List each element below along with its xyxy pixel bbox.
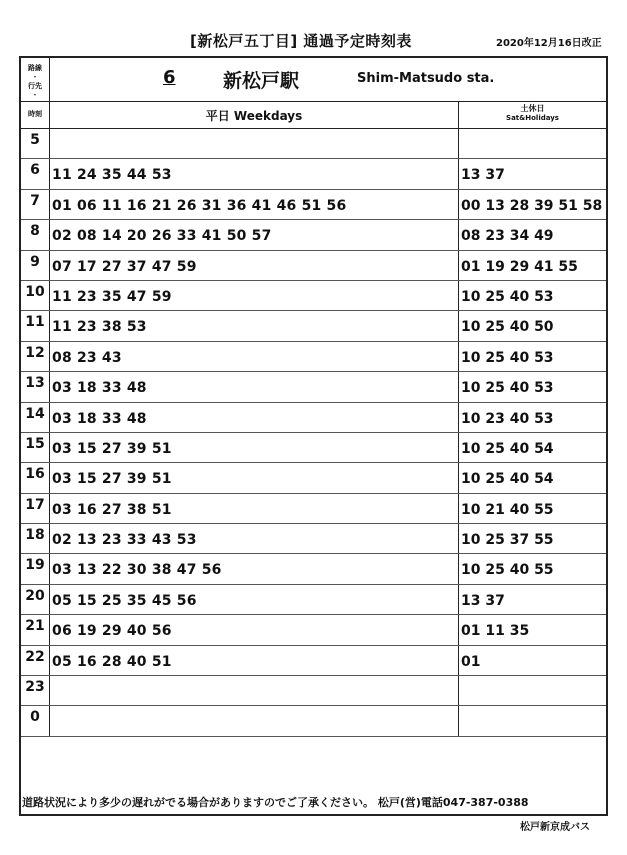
route-side-label <box>21 58 50 102</box>
destination-japanese: 新松戸駅 <box>223 70 300 92</box>
hour-cell: 6 <box>21 159 50 188</box>
route-side-label-line: 行先 <box>28 82 42 90</box>
schedule-row <box>21 585 606 615</box>
holiday-times-cell: 08 23 34 49 <box>458 220 606 249</box>
holiday-times-cell <box>458 676 606 705</box>
timetable-frame <box>19 56 608 816</box>
schedule-row <box>21 311 606 341</box>
schedule-row <box>21 463 606 493</box>
hour-cell: 13 <box>21 372 50 401</box>
time-side-label: 時刻 <box>21 102 50 129</box>
holiday-times-cell: 10 25 40 53 <box>458 372 606 401</box>
weekday-times-cell: 03 18 33 48 <box>52 380 147 397</box>
holiday-times-cell: 10 25 40 50 <box>458 311 606 340</box>
schedule-row <box>21 403 606 433</box>
destination-english: Shim-Matsudo sta. <box>357 71 495 86</box>
holiday-times-cell: 10 25 40 53 <box>458 342 606 371</box>
footer-note: 道路状況により多少の遅れがでる場合がありますのでご了承ください。 松戸(営)電話047-387-0388 <box>22 796 529 809</box>
hour-cell: 21 <box>21 615 50 644</box>
holiday-times-cell: 10 25 40 54 <box>458 463 606 492</box>
schedule-row <box>21 159 606 189</box>
weekday-times-cell: 11 23 35 47 59 <box>52 288 172 305</box>
company-name: 松戸新京成バス <box>520 822 590 833</box>
holiday-times-cell: 00 13 28 39 51 58 <box>458 190 606 219</box>
weekday-times-cell: 11 23 38 53 <box>52 319 147 336</box>
weekday-times-cell: 03 16 27 38 51 <box>52 501 172 518</box>
weekday-times-cell: 02 08 14 20 26 33 41 50 57 <box>52 228 272 245</box>
column-header-row <box>21 102 606 129</box>
holiday-times-cell: 01 19 29 41 55 <box>458 251 606 280</box>
hour-cell: 10 <box>21 281 50 310</box>
hour-cell: 0 <box>21 706 50 735</box>
schedule-row <box>21 342 606 372</box>
weekday-times-cell: 08 23 43 <box>52 349 122 366</box>
weekday-times-cell: 01 06 11 16 21 26 31 36 41 46 51 56 <box>52 197 347 214</box>
hour-cell: 20 <box>21 585 50 614</box>
hour-cell: 11 <box>21 311 50 340</box>
schedule-row <box>21 433 606 463</box>
holiday-header-english: Sat&Holidays <box>506 114 559 122</box>
hour-cell: 5 <box>21 129 50 158</box>
holiday-times-cell: 10 21 40 55 <box>458 494 606 523</box>
schedule-row <box>21 706 606 736</box>
route-row <box>21 58 606 102</box>
timetable-title: [新松戸五丁目] 通過予定時刻表 <box>190 32 412 50</box>
schedule-row <box>21 524 606 554</box>
revision-date: 2020年12月16日改正 <box>496 38 602 49</box>
weekday-column-header: 平日 Weekdays <box>205 109 303 123</box>
hour-cell: 14 <box>21 403 50 432</box>
schedule-row <box>21 646 606 676</box>
route-side-label-line: 路線 <box>28 64 42 72</box>
holiday-times-cell: 01 <box>458 646 606 675</box>
schedule-row <box>21 494 606 524</box>
hour-cell: 19 <box>21 554 50 583</box>
weekday-times-cell <box>50 706 458 735</box>
schedule-rows <box>21 129 606 737</box>
holiday-times-cell: 13 37 <box>458 585 606 614</box>
hour-cell: 22 <box>21 646 50 675</box>
schedule-row <box>21 190 606 220</box>
holiday-times-cell: 10 25 40 55 <box>458 554 606 583</box>
weekday-times-cell: 03 15 27 39 51 <box>52 471 172 488</box>
hour-cell: 15 <box>21 433 50 462</box>
schedule-row <box>21 372 606 402</box>
weekday-times-cell: 02 13 23 33 43 53 <box>52 532 197 549</box>
weekday-times-cell: 07 17 27 37 47 59 <box>52 258 197 275</box>
schedule-row <box>21 220 606 250</box>
holiday-times-cell: 01 11 35 <box>458 615 606 644</box>
hour-cell: 16 <box>21 463 50 492</box>
holiday-times-cell: 10 25 40 54 <box>458 433 606 462</box>
holiday-column-header <box>458 102 606 129</box>
holiday-times-cell: 10 25 40 53 <box>458 281 606 310</box>
hour-cell: 23 <box>21 676 50 705</box>
hour-cell: 12 <box>21 342 50 371</box>
route-side-label-line: ・ <box>31 91 39 99</box>
weekday-times-cell: 11 24 35 44 53 <box>52 167 172 184</box>
holiday-times-cell: 10 23 40 53 <box>458 403 606 432</box>
weekday-times-cell: 03 15 27 39 51 <box>52 440 172 457</box>
weekday-times-cell <box>50 676 458 705</box>
schedule-row <box>21 615 606 645</box>
hour-cell: 7 <box>21 190 50 219</box>
holiday-times-cell: 13 37 <box>458 159 606 188</box>
weekday-times-cell <box>50 129 458 158</box>
schedule-row <box>21 676 606 706</box>
holiday-times-cell: 10 25 37 55 <box>458 524 606 553</box>
weekday-times-cell: 05 15 25 35 45 56 <box>52 592 197 609</box>
weekday-times-cell: 03 18 33 48 <box>52 410 147 427</box>
hour-cell: 9 <box>21 251 50 280</box>
weekday-times-cell: 05 16 28 40 51 <box>52 653 172 670</box>
schedule-row <box>21 129 606 159</box>
holiday-times-cell <box>458 706 606 735</box>
route-side-label-line: ・ <box>31 73 39 81</box>
weekday-times-cell: 03 13 22 30 38 47 56 <box>52 562 222 579</box>
hour-cell: 18 <box>21 524 50 553</box>
hour-cell: 17 <box>21 494 50 523</box>
route-number: 6 <box>163 67 176 88</box>
schedule-row <box>21 281 606 311</box>
weekday-times-cell: 06 19 29 40 56 <box>52 623 172 640</box>
hour-cell: 8 <box>21 220 50 249</box>
schedule-row <box>21 554 606 584</box>
holiday-header-japanese: 土休日 <box>520 104 545 113</box>
schedule-row <box>21 251 606 281</box>
holiday-times-cell <box>458 129 606 158</box>
